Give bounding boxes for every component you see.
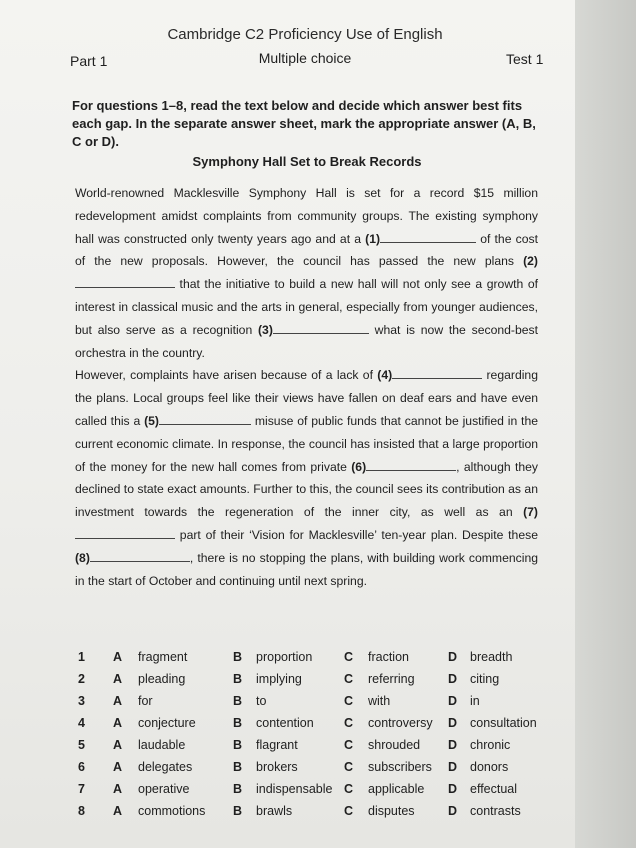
gap-8-blank [90, 549, 190, 562]
part-label: Part 1 [70, 53, 108, 69]
option-letter-d: D [448, 738, 458, 752]
exam-title: Cambridge C2 Proficiency Use of English [167, 26, 443, 43]
option-letter-a: A [113, 694, 123, 708]
question-number: 6 [78, 760, 85, 774]
option-letter-d: D [448, 694, 458, 708]
option-b: proportion [256, 650, 313, 664]
paragraph-2 [75, 364, 538, 592]
option-d: breadth [470, 650, 513, 664]
gap-2-blank [75, 275, 175, 288]
option-d: donors [470, 760, 509, 774]
option-letter-b: B [233, 716, 243, 730]
option-d: contrasts [470, 804, 521, 818]
gap-4-number: (4) [377, 368, 393, 383]
gap-5-blank [159, 412, 251, 425]
option-row [78, 672, 548, 694]
answer-options [78, 650, 548, 826]
page-edge-shadow [575, 0, 636, 848]
option-letter-b: B [233, 694, 243, 708]
question-number: 7 [78, 782, 85, 796]
option-letter-c: C [344, 804, 354, 818]
gap-7-blank [75, 526, 175, 539]
gap-5-number: (5) [144, 413, 159, 428]
option-row [78, 804, 548, 826]
option-d: chronic [470, 738, 511, 752]
option-b: to [256, 694, 267, 708]
option-b: brokers [256, 760, 298, 774]
option-letter-a: A [113, 804, 123, 818]
option-letter-a: A [113, 672, 123, 686]
option-letter-c: C [344, 760, 354, 774]
option-d: effectual [470, 782, 518, 796]
option-row [78, 738, 548, 760]
option-c: controversy [368, 716, 433, 730]
passage-text: , although they declined to state exact amounts. Further to this, the council sees its contribution as an investment towards the regeneration of the inner city, as well as an [75, 459, 538, 520]
option-c: referring [368, 672, 415, 686]
question-number: 1 [78, 650, 85, 664]
section-label: Multiple choice [258, 50, 352, 66]
passage-text: misuse of public funds that cannot be justified in the current economic climate. In response, the council has insisted that a large proportion of the money for the new hall comes from private [75, 413, 538, 474]
instructions: For questions 1–8, read the text below and decide which answer best fits each gap. In the separate answer sheet, mark the appropriate answer (A, B, C or D). [72, 98, 536, 149]
option-letter-d: D [448, 782, 458, 796]
gap-1-number: (1) [365, 231, 381, 246]
option-letter-b: B [233, 738, 243, 752]
option-b: brawls [256, 804, 293, 818]
question-number: 4 [78, 716, 85, 730]
option-letter-d: D [448, 804, 458, 818]
option-letter-d: D [448, 650, 458, 664]
gap-2-number: (2) [523, 254, 538, 269]
option-letter-c: C [344, 782, 354, 796]
option-d: citing [470, 672, 500, 686]
gap-6-blank [366, 458, 456, 471]
gap-3-number: (3) [258, 322, 273, 337]
gap-4-blank [392, 366, 482, 379]
option-d: in [470, 694, 480, 708]
option-a: fragment [138, 650, 188, 664]
option-row [78, 760, 548, 782]
option-letter-c: C [344, 716, 354, 730]
option-letter-b: B [233, 760, 243, 774]
passage-text: However, complaints have arisen because of a lack of [75, 368, 378, 383]
passage-text: what is now the second-best orchestra in the country. [75, 322, 538, 360]
option-a: delegates [138, 760, 193, 774]
option-letter-c: C [344, 650, 354, 664]
option-letter-d: D [448, 760, 458, 774]
passage-title: Symphony Hall Set to Break Records [192, 154, 422, 169]
option-letter-c: C [344, 738, 354, 752]
gap-3-blank [273, 321, 369, 334]
option-letter-a: A [113, 716, 123, 730]
test-label: Test 1 [506, 51, 544, 67]
option-a: conjecture [138, 716, 196, 730]
passage-text: , there is no stopping the plans, with building work commencing in the start of October and continuing until next spring. [75, 550, 538, 588]
option-letter-a: A [113, 738, 123, 752]
option-letter-b: B [233, 804, 243, 818]
option-a: commotions [138, 804, 206, 818]
passage [75, 182, 538, 592]
gap-8-number: (8) [75, 550, 90, 565]
question-number: 2 [78, 672, 85, 686]
option-letter-a: A [113, 760, 123, 774]
question-number: 8 [78, 804, 85, 818]
option-letter-b: B [233, 672, 243, 686]
option-c: applicable [368, 782, 425, 796]
option-b: contention [256, 716, 314, 730]
option-a: laudable [138, 738, 186, 752]
question-number: 5 [78, 738, 85, 752]
option-d: consultation [470, 716, 537, 730]
passage-text: part of their ‘Vision for Macklesville’ ten-year plan. Despite these [175, 527, 538, 542]
option-a: operative [138, 782, 190, 796]
option-c: disputes [368, 804, 415, 818]
option-letter-b: B [233, 650, 243, 664]
gap-7-number: (7) [523, 505, 538, 520]
paragraph-1 [75, 182, 538, 364]
option-a: for [138, 694, 153, 708]
gap-1-blank [380, 230, 476, 243]
option-c: fraction [368, 650, 409, 664]
option-letter-a: A [113, 782, 123, 796]
option-letter-d: D [448, 716, 458, 730]
option-row [78, 650, 548, 672]
option-row [78, 694, 548, 716]
option-letter-a: A [113, 650, 123, 664]
option-c: shrouded [368, 738, 421, 752]
option-letter-b: B [233, 782, 243, 796]
option-letter-c: C [344, 672, 354, 686]
option-a: pleading [138, 672, 186, 686]
passage-text: World-renowned Macklesville Symphony Hall is set for a record $15 million redevelopment amidst complaints from community groups. The existing symphony hall was constructed only twenty years ago and at a [75, 186, 538, 246]
option-row [78, 782, 548, 804]
gap-6-number: (6) [351, 459, 367, 474]
option-letter-c: C [344, 694, 354, 708]
option-c: subscribers [368, 760, 432, 774]
option-c: with [368, 694, 391, 708]
passage-text: of the cost of the new proposals. However, the council has passed the new plans [75, 231, 538, 269]
option-b: indispensable [256, 782, 333, 796]
option-letter-d: D [448, 672, 458, 686]
question-number: 3 [78, 694, 85, 708]
option-b: implying [256, 672, 302, 686]
option-b: flagrant [256, 738, 298, 752]
passage-text: that the initiative to build a new hall will not only see a growth of interest in classical music and the arts in general, especially from younger audiences, but also serve as a recognition [75, 277, 538, 337]
passage-text: regarding the plans. Local groups feel like their views have fallen on deaf ears and have even called this a [75, 368, 538, 428]
option-row [78, 716, 548, 738]
